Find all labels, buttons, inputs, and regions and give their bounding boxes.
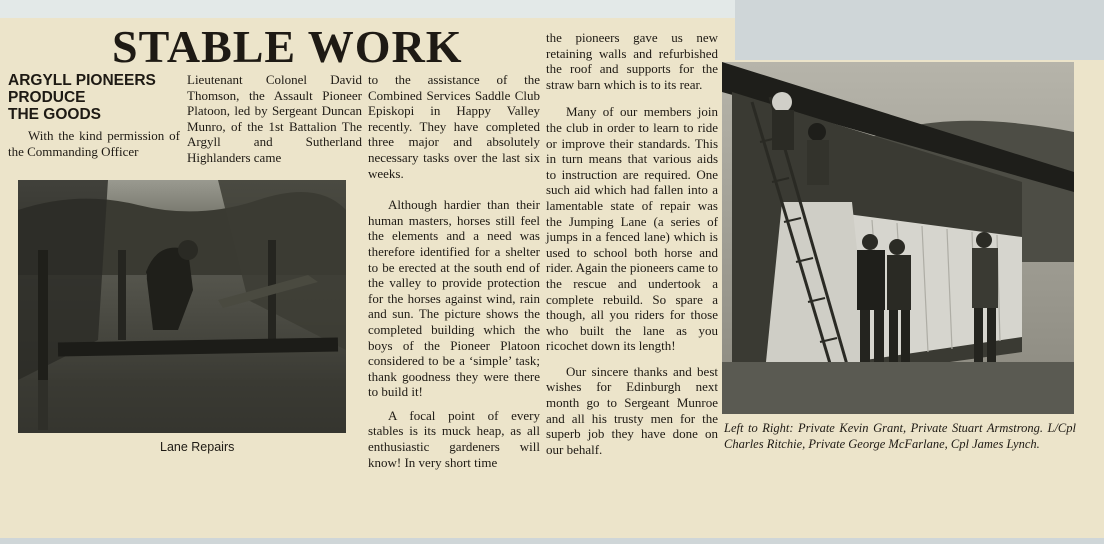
column-2-text: Lieutenant Colonel David Thomson, the Assault Pioneer Platoon, led by Sergeant Duncan Munro, of the 1st Battalion The Argyll and Sutherland Highlanders came	[187, 72, 362, 165]
stable-photo-caption: Left to Right: Private Kevin Grant, Private Stuart Armstrong. L/Cpl Charles Ritchie, Private George McFarlane, Cpl James Lynch.	[724, 421, 1076, 451]
headline-line-2: PRODUCE	[8, 89, 86, 106]
column-4-paragraph-1: the pioneers gave us new retaining walls and refurbished the roof and supports for the straw barn which is to its rear.	[546, 30, 718, 92]
column-3-paragraph-3: A focal point of every stables is its muck heap, as all enthusiastic gardeners will know! In very short time	[368, 407, 540, 470]
article-headline	[8, 72, 180, 123]
column-3-paragraph-1: to the assistance of the Combined Services Saddle Club Episkopi in Happy Valley recently. They have completed three major and absolutely necessary tasks over the last six weeks.	[368, 72, 540, 181]
clipping-torn-edge	[735, 0, 1104, 60]
column-3-paragraph-2: Although hardier than their human masters, horses still feel the elements and a need was therefore identified for a shelter to be erected at the south end of the valley to provide protection for the horses against wind, rain and sun. The picture shows the completed building which the boys of the Pioneer Platoon considered to be a ‘simple’ task; thank goodness they were there to build it!	[368, 197, 540, 400]
column-4	[546, 30, 718, 457]
column-1	[8, 128, 180, 159]
lane-repairs-caption: Lane Repairs	[160, 440, 235, 454]
headline-line-3: THE GOODS	[8, 106, 102, 123]
lane-repairs-photo	[18, 180, 346, 433]
column-4-paragraph-2: Many of our members join the club in order to learn to ride or improve their standards. This in turn means that various aids to instruction are required. One such aid which had fallen into a lamentable state of repair was the Jumping Lane (a series of jumps in a fenced lane) which is used to school both horse and rider. Again the pioneers came to the rescue and undertook a complete rebuild. So spare a though, all you riders for those who built the lane as you ricochet down its length!	[546, 104, 718, 354]
headline-line-1: ARGYLL PIONEERS	[8, 72, 156, 89]
stable-building-photo	[722, 62, 1074, 414]
column-3	[368, 72, 540, 470]
article-title: STABLE WORK	[112, 21, 463, 72]
column-2	[187, 72, 362, 166]
column-1-text: With the kind permission of the Commanding Officer	[8, 128, 180, 159]
column-4-paragraph-3: Our sincere thanks and best wishes for Edinburgh next month go to Sergeant Munroe and all his trusty men for the superb job they have done on our behalf.	[546, 363, 718, 457]
